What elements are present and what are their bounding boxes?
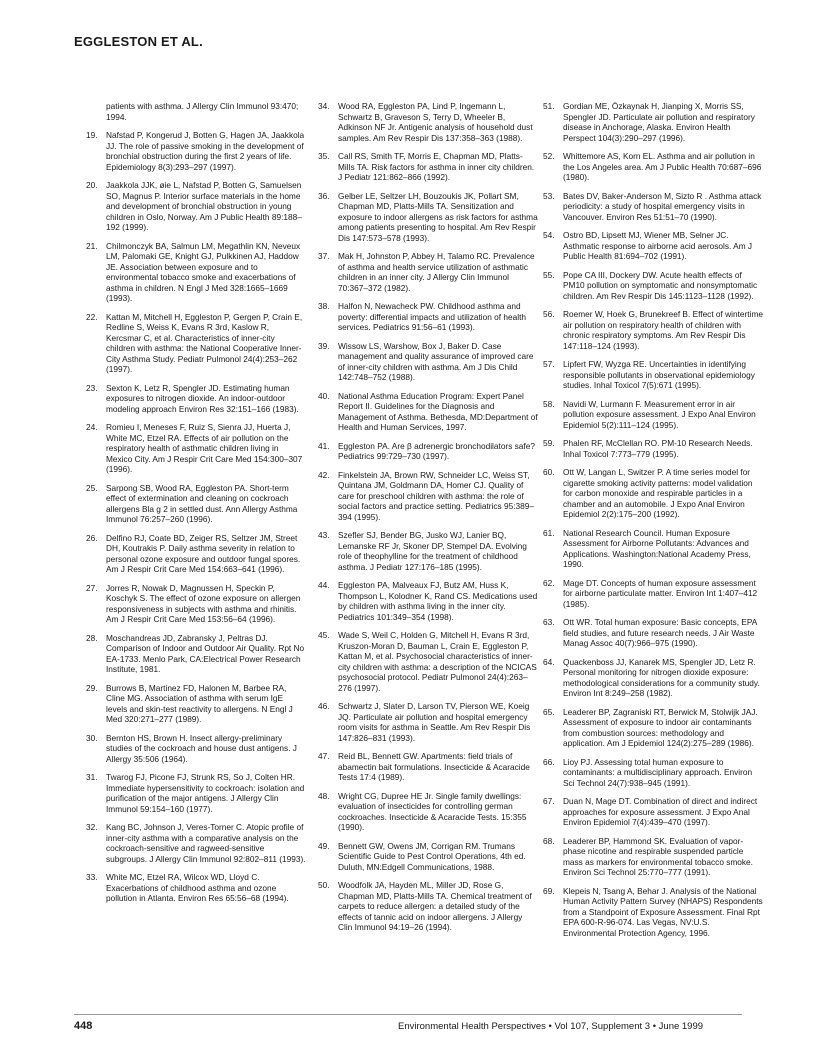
reference-number: 25. [86, 482, 98, 493]
reference-item [86, 383, 306, 415]
reference-text: Sexton K, Letz R, Spengler JD. Estimating human exposures to nitrogen dioxide. An indoor-outdoor modeling approach Environ Res 32:151–166 (1983). [106, 382, 299, 414]
reference-text: Whittemore AS, Korn EL. Asthma and air pollution in the Los Angeles area. Am J Public Health 70:687–696 (1980). [563, 151, 762, 182]
reference-item [86, 822, 306, 864]
reference-text: Eggleston PA, Malveaux FJ, Butz AM, Huss K, Thompson L, Kolodner K, Rand CS. Medications used by children with asthma living in the inner city. Pediatrics 101:349–354 (1998). [338, 580, 538, 622]
reference-item [86, 533, 306, 575]
reference-item [543, 359, 763, 391]
reference-item [543, 707, 763, 749]
reference-text: Schwartz J, Slater D, Larson TV, Pierson WE, Koeig JQ. Particulate air pollution and hospital emergency room visits for asthma in Seattle. Am Rev Respir Dis 147:826–831 (1993). [338, 701, 531, 743]
reference-item [86, 683, 306, 725]
reference-number: 46. [318, 701, 330, 711]
reference-number: 49. [318, 840, 330, 851]
reference-number: 35. [318, 151, 330, 161]
reference-text: Sarpong SB, Wood RA, Eggleston PA. Short-term effect of extermination and cleaning on cockroach allergens Bla g 2 in settled dust. Ann Allergy Asthma Immunol 76:257–260 (1996). [106, 482, 298, 524]
reference-item [543, 528, 763, 570]
reference-text: Kang BC, Johnson J, Veres-Torner C. Atopic profile of inner-city asthma with a comparative analysis on the cockroach-sensitive and ragweed-sensitive subgroups. J Allergy Clin Immunol 92:802–811 (1993). [106, 822, 306, 864]
reference-text: Kattan M, Mitchell H, Eggleston P, Gergen P, Crain E, Redline S, Weiss K, Evans R 3rd, Kaslow R, Kercsmar C, et al. Characteristics of inner-city children with asthma: the National Cooperative Inner-City Asthma Study. Pediatr Pulmonol 24(4):253–262 (1997). [106, 311, 303, 374]
reference-text: Duan N, Mage DT. Combination of direct and indirect approaches for exposure assessment. J Expo Anal Environ Epidemiol 7(4):439–470 (1997). [563, 796, 758, 827]
reference-text: Woodfolk JA, Hayden ML, Miller JD, Rose G, Chapman MD, Platts-Mills TA. Chemical treatment of carpets to reduce allergen: a detailed study of the effects of tannic acid on indoor allergens. J Allergy Clin Immunol 94:19–26 (1994). [338, 880, 532, 932]
reference-text: Romieu I, Meneses F, Ruiz S, Sienra JJ, Huerta J, White MC, Etzel RA. Effects of air pollution on the respiratory health of asthmatic children living in Mexico City. Am J Respir Crit Care Med 154:300–307 (1996). [106, 422, 303, 474]
reference-number: 54. [543, 230, 555, 240]
reference-text: Roemer W, Hoek G, Brunekreef B. Effect of wintertime air pollution on respiratory health of children with chronic respiratory symptoms. Am Rev Respir Dis 147:118–124 (1993). [563, 309, 763, 351]
reference-text: Reid BL, Bennett GW. Apartments: field trials of abamectin bait formulations. Insecticide & Acaracide Tests 17:4 (1989). [338, 751, 530, 782]
reference-item [318, 751, 538, 783]
reference-number: 58. [543, 398, 555, 409]
reference-item [86, 130, 306, 172]
reference-text: Mage DT. Concepts of human exposure assessment for airborne particulate matter. Environ Int 1:407–412 (1985). [563, 577, 758, 609]
reference-item [543, 191, 763, 223]
reference-text: Ostro BD, Lipsett MJ, Wiener MB, Selner JC. Asthmatic response to airborne acid aerosols. Am J Public Health 81:694–702 (1991). [563, 230, 753, 261]
reference-text: Bennett GW, Owens JM, Corrigan RM. Trumans Scientific Guide to Pest Control Operations, 4th ed. Duluth, MN:Edgell Communications, 1988. [338, 840, 526, 872]
reference-item [86, 312, 306, 375]
reference-item [543, 309, 763, 351]
reference-number: 63. [543, 617, 555, 627]
reference-text: Moschandreas JD, Zabransky J, Peltras DJ. Comparison of Indoor and Outdoor Air Quality. Rpt No EA-1733. Menlo Park, CA:Electrical Power Research Institute, 1981. [106, 632, 305, 674]
reference-text: Bates DV, Baker-Anderson M, Sizto R . Asthma attack periodicity: a study of hospital emergency visits in Vancouver. Environ Res 51:51–70 (1990). [563, 190, 762, 222]
reference-text: Delfino RJ, Coate BD, Zeiger RS, Seltzer JM, Street DH, Koutrakis P. Daily asthma severity in relation to personal ozone exposure and outdoor fungal spores. Am J Respir Crit Care Med 154:663–641 (1996). [106, 532, 301, 574]
reference-item [318, 530, 538, 572]
reference-column-3 [543, 101, 763, 946]
reference-number: 50. [318, 880, 330, 890]
reference-item [543, 101, 763, 143]
reference-item [543, 886, 763, 939]
reference-text: Wissow LS, Warshow, Box J, Baker D. Case management and quality assurance of improved care of inner-city children with asthma. Am J Dis Child 142:748–752 (1988). [338, 340, 534, 382]
reference-item [543, 578, 763, 610]
reference-number: 30. [86, 732, 98, 743]
reference-number: 42. [318, 469, 330, 480]
reference-continuation: patients with asthma. J Allergy Clin Immunol 93:470; 1994. [106, 101, 299, 122]
reference-text: National Asthma Education Program: Expert Panel Report II. Guidelines for the Diagnosis and Management of Asthma. Bethesda, MD:Department of Health and Human Services, 1997. [338, 390, 538, 432]
reference-number: 64. [543, 656, 555, 667]
reference-text: Eggleston PA. Are β adrenergic bronchodilators safe? Pediatrics 99:729–730 (1997). [338, 440, 535, 461]
reference-number: 51. [543, 101, 555, 111]
reference-item [543, 617, 763, 649]
reference-text: Pope CA III, Dockery DW. Acute health effects of PM10 pollution on symptomatic and nonsymptomatic children. Am Rev Respir Dis 145:1123–1128 (1992). [563, 269, 758, 301]
reference-text: Ott WR. Total human exposure: Basic concepts, EPA field studies, and future research needs. J Air Waste Manag Assoc 40(7):966–975 (1990). [563, 617, 757, 648]
reference-number: 52. [543, 151, 555, 161]
reference-text: Szefler SJ, Bender BG, Jusko WJ, Lanier BQ, Lemanske RF Jr, Skoner DP, Stempel DA. Evolving role of theophylline for the treatment of childhood asthma. J Pediatr 127:176–185 (1995). [338, 530, 527, 572]
reference-number: 45. [318, 630, 330, 640]
reference-text: Leaderer BP, Hammond SK. Evaluation of vapor-phase nicotine and respirable suspended particle mass as markers for environmental tobacco smoke. Environ Sci Technol 25:770–777 (1991). [563, 835, 753, 877]
reference-item [543, 399, 763, 431]
reference-item [318, 791, 538, 833]
reference-number: 29. [86, 682, 98, 693]
running-head: EGGLESTON ET AL. [74, 34, 203, 49]
reference-text: National Research Council. Human Exposure Assessment for Airborne Pollutants: Advances and Applications. Washington:National Academy Press, 1990. [563, 527, 751, 569]
reference-item [543, 467, 763, 520]
reference-number: 38. [318, 301, 330, 311]
reference-number: 47. [318, 751, 330, 761]
reference-text: Navidi W, Lurmann F. Measurement error in air pollution exposure assessment. J Expo Anal Environ Epidemiol 5(2):111–124 (1995). [563, 398, 756, 430]
reference-number: 21. [86, 240, 98, 251]
reference-text: Lioy PJ. Assessing total human exposure to contaminants: a multidisciplinary approach. Environ Sci Technol 24(7):938–945 (1991). [563, 756, 753, 788]
reference-item [86, 733, 306, 765]
reference-number: 55. [543, 269, 555, 280]
reference-item [543, 657, 763, 699]
reference-number: 69. [543, 885, 555, 896]
reference-item [86, 633, 306, 675]
reference-item [86, 180, 306, 233]
reference-number: 60. [543, 467, 555, 477]
reference-item [318, 251, 538, 293]
reference-number: 53. [543, 190, 555, 201]
reference-text: Halfon N, Newacheck PW. Childhood asthma and poverty: differential impacts and utilization of health services. Pediatrics 91:56–61 (1993). [338, 301, 527, 332]
reference-item [543, 438, 763, 459]
reference-number: 26. [86, 532, 98, 543]
reference-number: 40. [318, 390, 330, 401]
reference-item [543, 836, 763, 878]
reference-number: 27. [86, 582, 98, 593]
reference-text: Finkelstein JA, Brown RW, Schneider LC, Weiss ST, Quintana JM, Goldmann DA, Homer CJ. Quality of care for preschool children with asthma: the role of social factors and practice setting. Pediatrics 95:389–394 (1995). [338, 469, 535, 522]
reference-text: Twarog FJ, Picone FJ, Strunk RS, So J, Colten HR. Immediate hypersensitivity to cockroach: isolation and purification of the major antigens. J Allergy Clin Immunol 59:154–160 (1977). [106, 772, 305, 814]
reference-number: 20. [86, 180, 98, 190]
reference-number: 37. [318, 251, 330, 261]
reference-item [543, 230, 763, 262]
reference-item [86, 872, 306, 904]
reference-item [318, 630, 538, 693]
reference-text: Lipfert FW, Wyzga RE. Uncertainties in identifying responsible pollutants in observational epidemiology studies. Inhal Toxicol 7(5):671 (1995). [563, 359, 755, 390]
reference-text: Mak H, Johnston P, Abbey H, Talamo RC. Prevalence of asthma and health service utilization of asthmatic children in an inner city. J Allergy Clin Immunol 70:367–372 (1982). [338, 251, 535, 293]
reference-number: 31. [86, 772, 98, 782]
reference-text: Bernton HS, Brown H. Insect allergy-preliminary studies of the cockroach and house dust antigens. J Allergy 35:506 (1964). [106, 732, 297, 764]
reference-item [318, 470, 538, 523]
reference-number: 36. [318, 190, 330, 201]
reference-number: 24. [86, 422, 98, 432]
reference-text: Jaakkola JJK, øie L, Nafstad P, Botten G, Samuelsen SO, Magnus P. Interior surface materials in the home and development of bronchial obstruction in young children in Oslo, Norway. Am J Public Health 89:188–192 (1999). [106, 180, 302, 232]
reference-text: Wright CG, Dupree HE Jr. Single family dwellings: evaluation of insecticides for controlling german cockroaches. Insecticide & Acaracide Tests. 15:355 (1990). [338, 790, 527, 832]
reference-text: Ott W, Langan L, Switzer P. A time series model for cigarette smoking activity patterns: model validation for carbon monoxide and respirable particles in a chamber and an automobile. J Expo Anal Environ Epidemiol 2(2):175–200 (1992). [563, 467, 753, 519]
reference-text: Chilmonczyk BA, Salmun LM, Megathlin KN, Neveux LM, Palomaki GE, Knight GJ, Pulkkinen AJ, Haddow JE. Association between exposure and to environmental tobacco smoke and exacerbations of asthma in children. N Engl J Med 328:1665–1669 (1993). [106, 240, 301, 303]
reference-item [318, 580, 538, 622]
reference-item [86, 483, 306, 525]
reference-number: 59. [543, 438, 555, 448]
reference-item [86, 422, 306, 475]
reference-number: 34. [318, 101, 330, 111]
reference-number: 48. [318, 790, 330, 801]
reference-text: Gordian ME, Özkaynak H, Jianping X, Morris SS, Spengler JD. Particulate air pollution and respiratory disease in Anchorage, Alaska. Environ Health Perspect 104(3):290–297 (1996). [563, 101, 755, 143]
reference-item [318, 701, 538, 743]
reference-number: 65. [543, 706, 555, 717]
reference-number: 44. [318, 580, 330, 590]
reference-number: 43. [318, 530, 330, 540]
footer-rule [74, 1014, 742, 1015]
reference-item [318, 301, 538, 333]
reference-text: Jorres R, Nowak D, Magnussen H, Speckin P, Koschyk S. The effect of ozone exposure on allergen responsiveness in subjects with asthma and rhinitis. Am J Respir Crit Care Med 153:56–64 (1996). [106, 582, 301, 624]
reference-text: Burrows B, Martinez FD, Halonen M, Barbee RA, Cline MG. Association of asthma with serum IgE levels and skin-test reactivity to allergens. N Engl J Med 320:271–277 (1989). [106, 682, 293, 724]
reference-item [543, 796, 763, 828]
reference-text: Klepeis N, Tsang A, Behar J. Analysis of the National Human Activity Pattern Survey (NHAPS) Respondents from a Standpoint of Exposure Assessment. Final Rpt EPA 600-R-96-074. Las Vegas, NV:U.S. Environmental Protection Agency, 1996. [563, 885, 763, 938]
reference-number: 57. [543, 359, 555, 369]
reference-item [318, 880, 538, 933]
reference-item [543, 270, 763, 302]
reference-number: 67. [543, 796, 555, 806]
reference-number: 32. [86, 822, 98, 832]
reference-number: 56. [543, 309, 555, 319]
reference-item [318, 191, 538, 244]
reference-column-1 [86, 101, 306, 912]
reference-number: 19. [86, 130, 98, 140]
reference-text: Call RS, Smith TF, Morris E, Chapman MD, Platts-Mills TA. Risk factors for asthma in inner city children. J Pediatr 121:862–866 (1992). [338, 151, 535, 182]
reference-number: 23. [86, 382, 98, 393]
reference-number: 41. [318, 440, 330, 451]
reference-text: Wood RA, Eggleston PA, Lind P, Ingemann L, Schwartz B, Graveson S, Terry D, Wheeler B, Adkinson NF Jr. Antigenic analysis of household dust samples. Am Rev Respir Dis 137:358–363 (1988). [338, 101, 533, 143]
reference-number: 28. [86, 632, 98, 643]
reference-number: 66. [543, 756, 555, 767]
reference-item [318, 391, 538, 433]
reference-number: 33. [86, 872, 98, 882]
reference-item [86, 772, 306, 814]
reference-text: Wade S, Weil C, Holden G, Mitchell H, Evans R 3rd, Kruszon-Moran D, Bauman L, Crain E, Eggleston P, Kattan M, et al. Psychosocial characteristics of inner-city children with asthma: a description of the NCICAS psychosocial protocol. Pediatr Pulmonol 24(4):263–276 (1997). [338, 630, 537, 693]
reference-item [86, 241, 306, 304]
reference-text: Quackenboss JJ, Kanarek MS, Spengler JD, Letz R. Personal monitoring for nitrogen dioxide exposure: methodological considerations for a community study. Environ Int 8:249–258 (1982). [563, 656, 760, 698]
reference-item [318, 441, 538, 462]
reference-item [318, 101, 538, 143]
reference-text: Leaderer BP, Zagraniski RT, Berwick M, Stolwijk JAJ. Assessment of exposure to indoor air contaminants from combustion sources: methodology and application. Am J Epidemiol 124(2):275–289 (1986). [563, 706, 758, 748]
reference-text: Gelber LE, Seltzer LH, Bouzoukis JK, Pollart SM, Chapman MD, Platts-Mills TA. Sensitization and exposure to indoor allergens as risk factors for asthma among patients presenting to hospital. Am Rev Respir Dis 147:573–578 (1993). [338, 190, 538, 243]
reference-number: 62. [543, 577, 555, 588]
reference-item [86, 583, 306, 625]
reference-number: 68. [543, 835, 555, 846]
reference-item [318, 841, 538, 873]
reference-column-2 [318, 101, 538, 941]
reference-number: 22. [86, 311, 98, 322]
reference-text: White MC, Etzel RA, Wilcox WD, Lloyd C. Exacerbations of childhood asthma and ozone pollution in Atlanta. Environ Res 65:56–68 (1994). [106, 872, 289, 903]
reference-text: Phalen RF, McClellan RO. PM-10 Research Needs. Inhal Toxicol 7:773–779 (1995). [563, 438, 753, 459]
reference-item [318, 341, 538, 383]
reference-item [543, 757, 763, 789]
journal-footer: Environmental Health Perspectives • Vol 107, Supplement 3 • June 1999 [398, 1021, 704, 1032]
page-number: 448 [74, 1020, 93, 1032]
reference-item [318, 151, 538, 183]
reference-number: 61. [543, 527, 555, 538]
reference-text: Nafstad P, Kongerud J, Botten G, Hagen JA, Jaakkola JJ. The role of passive smoking in the development of bronchial obstruction during the first 2 years of life. Epidemiology 8(3):293–297 (1997). [106, 130, 305, 172]
reference-number: 39. [318, 340, 330, 351]
reference-item [543, 151, 763, 183]
